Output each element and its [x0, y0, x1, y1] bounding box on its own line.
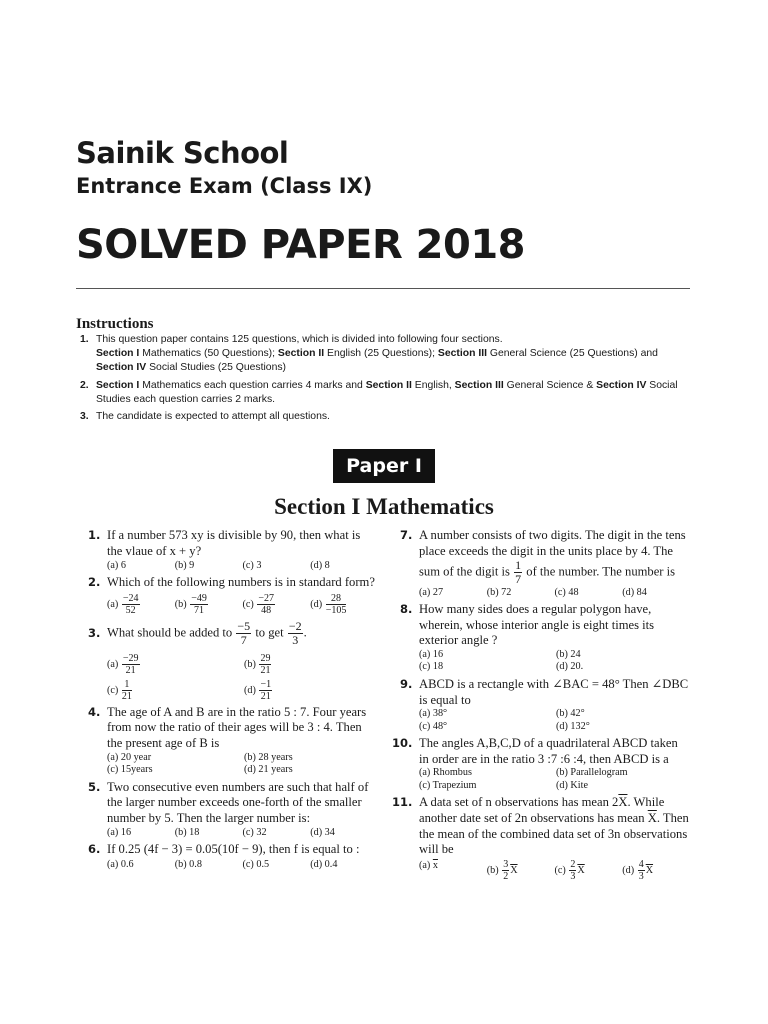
question-text: The age of A and B are in the ratio 5 : 7. Four years from now the ratio of their ages will be 3 : 4. Then the present age of B is [107, 704, 367, 750]
question-number: 6. [88, 842, 101, 857]
question-text: ABCD is a rectangle with ∠BAC = 48° Then ∠DBC is equal to [419, 676, 689, 707]
question-7 [400, 528, 690, 599]
option: (a) 38° [419, 708, 448, 720]
question-number: 11. [392, 795, 413, 810]
questions-right-column [392, 528, 690, 885]
instruction-item [80, 379, 692, 407]
option: (a) 16 [107, 827, 132, 839]
question-4 [88, 705, 378, 777]
option: (c) 48 [554, 587, 579, 599]
option: (c) $\frac{-27}{48}$ [242, 592, 274, 616]
instruction-text: Section IV [96, 362, 147, 374]
question-number: 8. [400, 602, 413, 617]
question-8 [400, 602, 690, 674]
option: (a) 0.6 [107, 858, 134, 870]
option: (d) 84 [622, 587, 647, 599]
option: (c) 48° [419, 720, 448, 732]
option: (b) 24 [556, 648, 581, 660]
option: (c) $\frac{1}{21}$ [107, 678, 132, 702]
question-number: 1. [88, 528, 101, 542]
option: (c) 15years [107, 764, 153, 776]
paper-label: Paper I [333, 449, 435, 483]
title-divider [76, 288, 690, 289]
school-name: Sainik School [76, 136, 289, 170]
instruction-text: Section I [96, 379, 140, 391]
instruction-text: The candidate is expected to attempt all questions. [96, 411, 330, 423]
option: (c) 3 [242, 560, 262, 572]
option: (c) 18 [419, 661, 444, 673]
question-number: 3. [88, 625, 101, 640]
instruction-text: Section IV [596, 379, 647, 391]
instruction-text: General Science (25 Questions) and [486, 348, 658, 360]
option: (c) 0.5 [242, 858, 270, 870]
instruction-text: This question paper contains 125 questions, which is divided into following four sections. [96, 334, 503, 345]
instruction-text: Section I [96, 348, 140, 360]
instruction-number: 1. [80, 334, 89, 345]
option: (d) $\frac{-1}{21}$ [244, 678, 272, 702]
option: (a) $\frac{-29}{21}$ [107, 652, 139, 676]
option: (d) $\frac{4}{3}$ $\overline{X}$ [622, 858, 654, 882]
question-2 [88, 575, 378, 616]
question-11 [392, 795, 690, 882]
option: (b) Parallelogram [556, 767, 628, 779]
instruction-text: English, [411, 379, 455, 391]
question-number: 9. [400, 676, 413, 691]
instruction-text: English (25 Questions); [324, 348, 438, 360]
option: (b) 28 years [244, 751, 293, 763]
instruction-text: Social Studies each question carries 2 marks. [96, 379, 678, 405]
option: (d) $\frac{28}{-105}$ [310, 592, 347, 616]
option: (b) 42° [556, 708, 585, 720]
option: (d) 0.4 [310, 858, 338, 870]
instruction-text: Mathematics (50 Questions); [139, 348, 278, 360]
instruction-text: Section II [365, 379, 412, 391]
option: (d) Kite [556, 779, 588, 791]
question-6 [88, 842, 378, 871]
question-5 [88, 780, 378, 840]
option: (d) 132° [556, 720, 590, 732]
question-text: A number consists of two digits. The digit in the tens place exceeds the digit in the units place by 4. The sum of the digit is $\frac{1}{7}$ of the number. The number is [419, 528, 686, 587]
option: (b) 72 [486, 587, 512, 599]
option: (c) $\frac{2}{3}$ $\overline{X}$ [554, 858, 585, 882]
question-text: If 0.25 (4f − 3) = 0.05(10f − 9), then f is equal to : [107, 842, 360, 857]
option: (c) Trapezium [419, 779, 477, 791]
option: (c) 32 [242, 827, 267, 839]
question-text: The angles A,B,C,D of a quadrilateral ABCD taken in order are in the ratio 3 :7 :6 :4, then ABCD is a [419, 736, 678, 766]
option: (b) $\frac{29}{21}$ [244, 652, 271, 676]
question-number: 2. [88, 575, 101, 590]
question-number: 7. [400, 528, 413, 542]
instruction-number: 2. [80, 379, 89, 391]
instruction-text: Social Studies (25 Questions) [146, 362, 287, 374]
instructions-heading: Instructions [76, 316, 154, 332]
questions-left-column [88, 528, 378, 874]
question-number: 4. [88, 704, 101, 719]
option: (b) $\frac{3}{2}$ $\overline{X}$ [486, 858, 518, 882]
option: (a) 6 [107, 560, 126, 572]
instruction-text: Section III [437, 348, 487, 360]
question-number: 10. [392, 736, 413, 751]
instruction-item [80, 333, 692, 376]
option: (b) 9 [174, 560, 195, 572]
question-text: If a number 573 xy is divisible by 90, then what is the vlaue of x + y? [107, 528, 361, 558]
instruction-text: Mathematics each question carries 4 marks and [139, 379, 366, 391]
instruction-text: General Science & [503, 379, 597, 391]
option: (d) 21 years [244, 764, 293, 776]
option: (d) 8 [310, 560, 330, 572]
option: (b) 0.8 [174, 858, 202, 870]
instruction-item [80, 410, 692, 424]
option: (a) $\overline{x}$ [419, 859, 438, 871]
option: (a) $\frac{-24}{52}$ [107, 592, 139, 616]
section-title: Section I Mathematics [274, 494, 494, 519]
paper-title: SOLVED PAPER 2018 [76, 222, 525, 268]
question-1 [88, 528, 378, 572]
question-text: A data set of n observations has mean $2\overline{X}$. While another date set of 2n observations has mean $\overline{X}$. Then the mean of the combined data set of 3n observations will be [419, 795, 689, 857]
instruction-number: 3. [80, 411, 89, 423]
option: (a) Rhombus [419, 767, 472, 779]
question-3 [88, 620, 378, 702]
question-text: Two consecutive even numbers are such that half of the larger number exceeds one-forth of the smaller number by 5. Then the larger number is: [107, 779, 369, 825]
instruction-text: Section III [454, 379, 504, 391]
question-text: What should be added to $\frac{-5}{7}$ to get $\frac{-2}{3}$ . [107, 618, 307, 647]
option: (a) 20 year [107, 751, 152, 763]
question-10 [392, 736, 690, 792]
option: (b) 18 [174, 827, 200, 839]
instruction-text: Section II [277, 348, 325, 360]
exam-name: Entrance Exam (Class IX) [76, 174, 373, 198]
question-text: Which of the following numbers is in standard form? [107, 575, 375, 590]
option: (d) 20. [556, 661, 584, 673]
option: (a) 27 [419, 587, 444, 599]
option: (d) 34 [310, 827, 335, 839]
option: (a) 16 [419, 648, 444, 660]
question-9 [400, 677, 690, 733]
question-text: How many sides does a regular polygon have, wherein, whose interior angle is eight times its exterior angle ? [419, 602, 655, 648]
option: (b) $\frac{-49}{71}$ [174, 592, 207, 616]
question-number: 5. [88, 779, 101, 794]
instructions-list [80, 333, 692, 427]
